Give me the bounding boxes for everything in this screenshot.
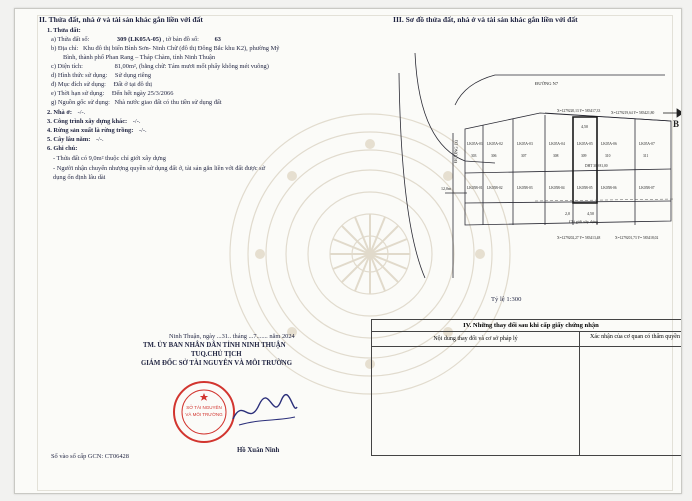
address-line1: Khu đô thị biển Bình Sơn- Ninh Chữ (đô thị Đông Bắc khu K2), phường Mỹ [82,45,280,52]
purpose-line [51,81,152,88]
address-label: b) Địa chỉ: [51,45,79,52]
dim-road: 12,0m [441,186,452,191]
map-sheet: 63 [214,36,221,43]
works-line [47,118,140,125]
trees: -/-. [95,136,104,143]
area-line [51,63,269,70]
certificate-page [14,8,682,494]
official-seal [171,379,237,445]
use-form-line [51,72,151,79]
lot-top-label: LK05A-01 [467,142,483,146]
svg-text:VÀ MÔI TRƯỜNG: VÀ MÔI TRƯỜNG [185,412,223,417]
address-line [51,45,279,52]
selected-area: DHT 309 81,00 [585,164,608,168]
handwritten-signature [229,391,299,431]
parcel-plan [385,33,682,283]
parcel-line [51,36,221,43]
selected-parcel-outline [573,117,597,203]
lot-top-number: 303 [471,154,477,158]
lot-top-number: 310 [605,154,611,158]
dim-bottom: 4,50 [587,211,594,216]
forest-label: 4. Rừng sản xuất là rừng trồng: [47,127,134,134]
seal-text: SỞ TÀI NGUYÊN [186,405,222,410]
origin-label: g) Nguồn gốc sử dụng: [51,99,110,106]
setback-label: 2,0 [565,211,570,216]
road-n7-label: ĐƯỜNG N7 [535,81,559,86]
lot-top-label: LK05A-03 [517,142,533,146]
coord-1: X=1279220,13 Y= 583417,33 [557,109,601,113]
lot-top-number: 311 [643,154,649,158]
area-label: c) Diện tích: [51,63,83,70]
boundary-label: Chỉ giới xây dựng [569,219,599,224]
address-line2: Bình, thành phố Phan Rang – Tháp Chàm, tỉnh Ninh Thuận [63,54,216,61]
use-form: Sử dụng riêng [114,72,152,79]
purpose: Đất ở tại đô thị [113,81,153,88]
note1: - Thửa đất có 9,0m² thuộc chỉ giới xây dựng [53,155,166,162]
trees-line [47,136,104,143]
section2-title: II. Thửa đất, nhà ở và tài sản khác gắn liền với đất [39,15,203,24]
lot-top-number: 309 [581,154,587,158]
section4-title: IV. Những thay đổi sau khi cấp giấy chứng nhận [372,320,682,332]
term-label: e) Thời hạn sử dụng: [51,90,105,97]
lot-bottom-label: LK05B-06 [601,186,617,190]
trees-label: 5. Cây lâu năm: [47,136,91,143]
map-sheet-label: , tờ bản đồ số: [162,36,199,43]
notes-label: 6. Ghi chú: [47,145,78,152]
date-line: Ninh Thuận, ngày ...31.. tháng ...7....... năm 2024 [169,333,295,340]
lot-bottom-label: LK05B-02 [487,186,503,190]
section3-title: III. Sơ đồ thửa đất, nhà ở và tài sản khác gắn liền với đất [393,15,578,24]
house-line [47,109,85,116]
lot-bottom-label: LK05B-07 [639,186,655,190]
forest: -/-. [138,127,147,134]
notes-line [47,145,77,152]
lot-top-number: 306 [491,154,497,158]
area-value: 81,00m², (bằng chữ: Tám mươi mốt phẩy không mét vuông) [114,63,269,70]
origin-line [51,99,222,106]
note2-line2: dụng ổn định lâu dài [53,174,106,181]
note2-line1: - Người nhận chuyển nhượng quyền sử dụng đất ở, tài sản gắn liền với đất được sử [53,165,266,172]
lot-bottom-label: LK05B-03 [517,186,533,190]
signer-name: Hồ Xuân Ninh [237,447,280,454]
lot-top-number: 308 [553,154,559,158]
term: Đến hết ngày 25/3/2066 [111,90,174,97]
registry-number: Số vào sổ cấp GCN: CT06428 [51,453,129,460]
origin: Nhà nước giao đất có thu tiền sử dụng đất [114,99,222,106]
house: -/-. [77,109,86,116]
org-line3: GIÁM ĐỐC SỞ TÀI NGUYÊN VÀ MÔI TRƯỜNG [141,360,292,367]
col-authority: Xác nhận của cơ quan có thẩm quyền [590,334,680,340]
coord-4: X=1279201,73 Y= 583418,02 [615,236,659,240]
lot-bottom-label: LK05B-05 [577,186,593,190]
changes-body-left [372,347,580,455]
changes-table [371,319,682,456]
dim-top: 4,50 [581,124,588,129]
parcel-no-label: a) Thửa đất số: [51,36,90,43]
land-heading: 1. Thửa đất: [47,27,81,34]
lot-bottom-label: LK05B-01 [467,186,483,190]
lot-top-label: LK05A-05 [577,142,593,146]
changes-header [372,332,682,347]
lot-top-label: LK05A-07 [639,142,655,146]
parcel-no: 309 (LK05A-05) [116,36,162,43]
term-line [51,90,173,97]
changes-body [372,347,682,455]
works: -/-. [132,118,141,125]
lot-top-label: LK05A-02 [487,142,503,146]
purpose-label: đ) Mục đích sử dụng: [51,81,106,88]
lot-top-label: LK05A-04 [549,142,565,146]
coord-3: X=1279202,27 Y= 583413,48 [557,236,601,240]
org-line1: TM. ỦY BAN NHÂN DÂN TỈNH NINH THUẬN [143,342,286,349]
lot-bottom-label: LK05B-04 [549,186,565,190]
lot-top-label: LK05A-06 [601,142,617,146]
north-arrow [663,109,682,117]
north-label: B [673,119,680,129]
house-label: 2. Nhà ở: [47,109,73,116]
coord-2: X=1279219,64 Y= 583421,80 [611,111,655,115]
use-form-label: d) Hình thức sử dụng: [51,72,108,79]
col-change-content: Nội dung thay đổi và cơ sở pháp lý [372,332,580,346]
scale-text: Tỷ lệ 1:300 [491,296,522,303]
forest-line [47,127,147,134]
road-d3-label: ĐƯỜNG D3 [453,139,459,164]
org-line2: TUQ.CHỦ TỊCH [191,351,242,358]
works-label: 3. Công trình xây dựng khác: [47,118,128,125]
lot-top-number: 307 [521,154,527,158]
